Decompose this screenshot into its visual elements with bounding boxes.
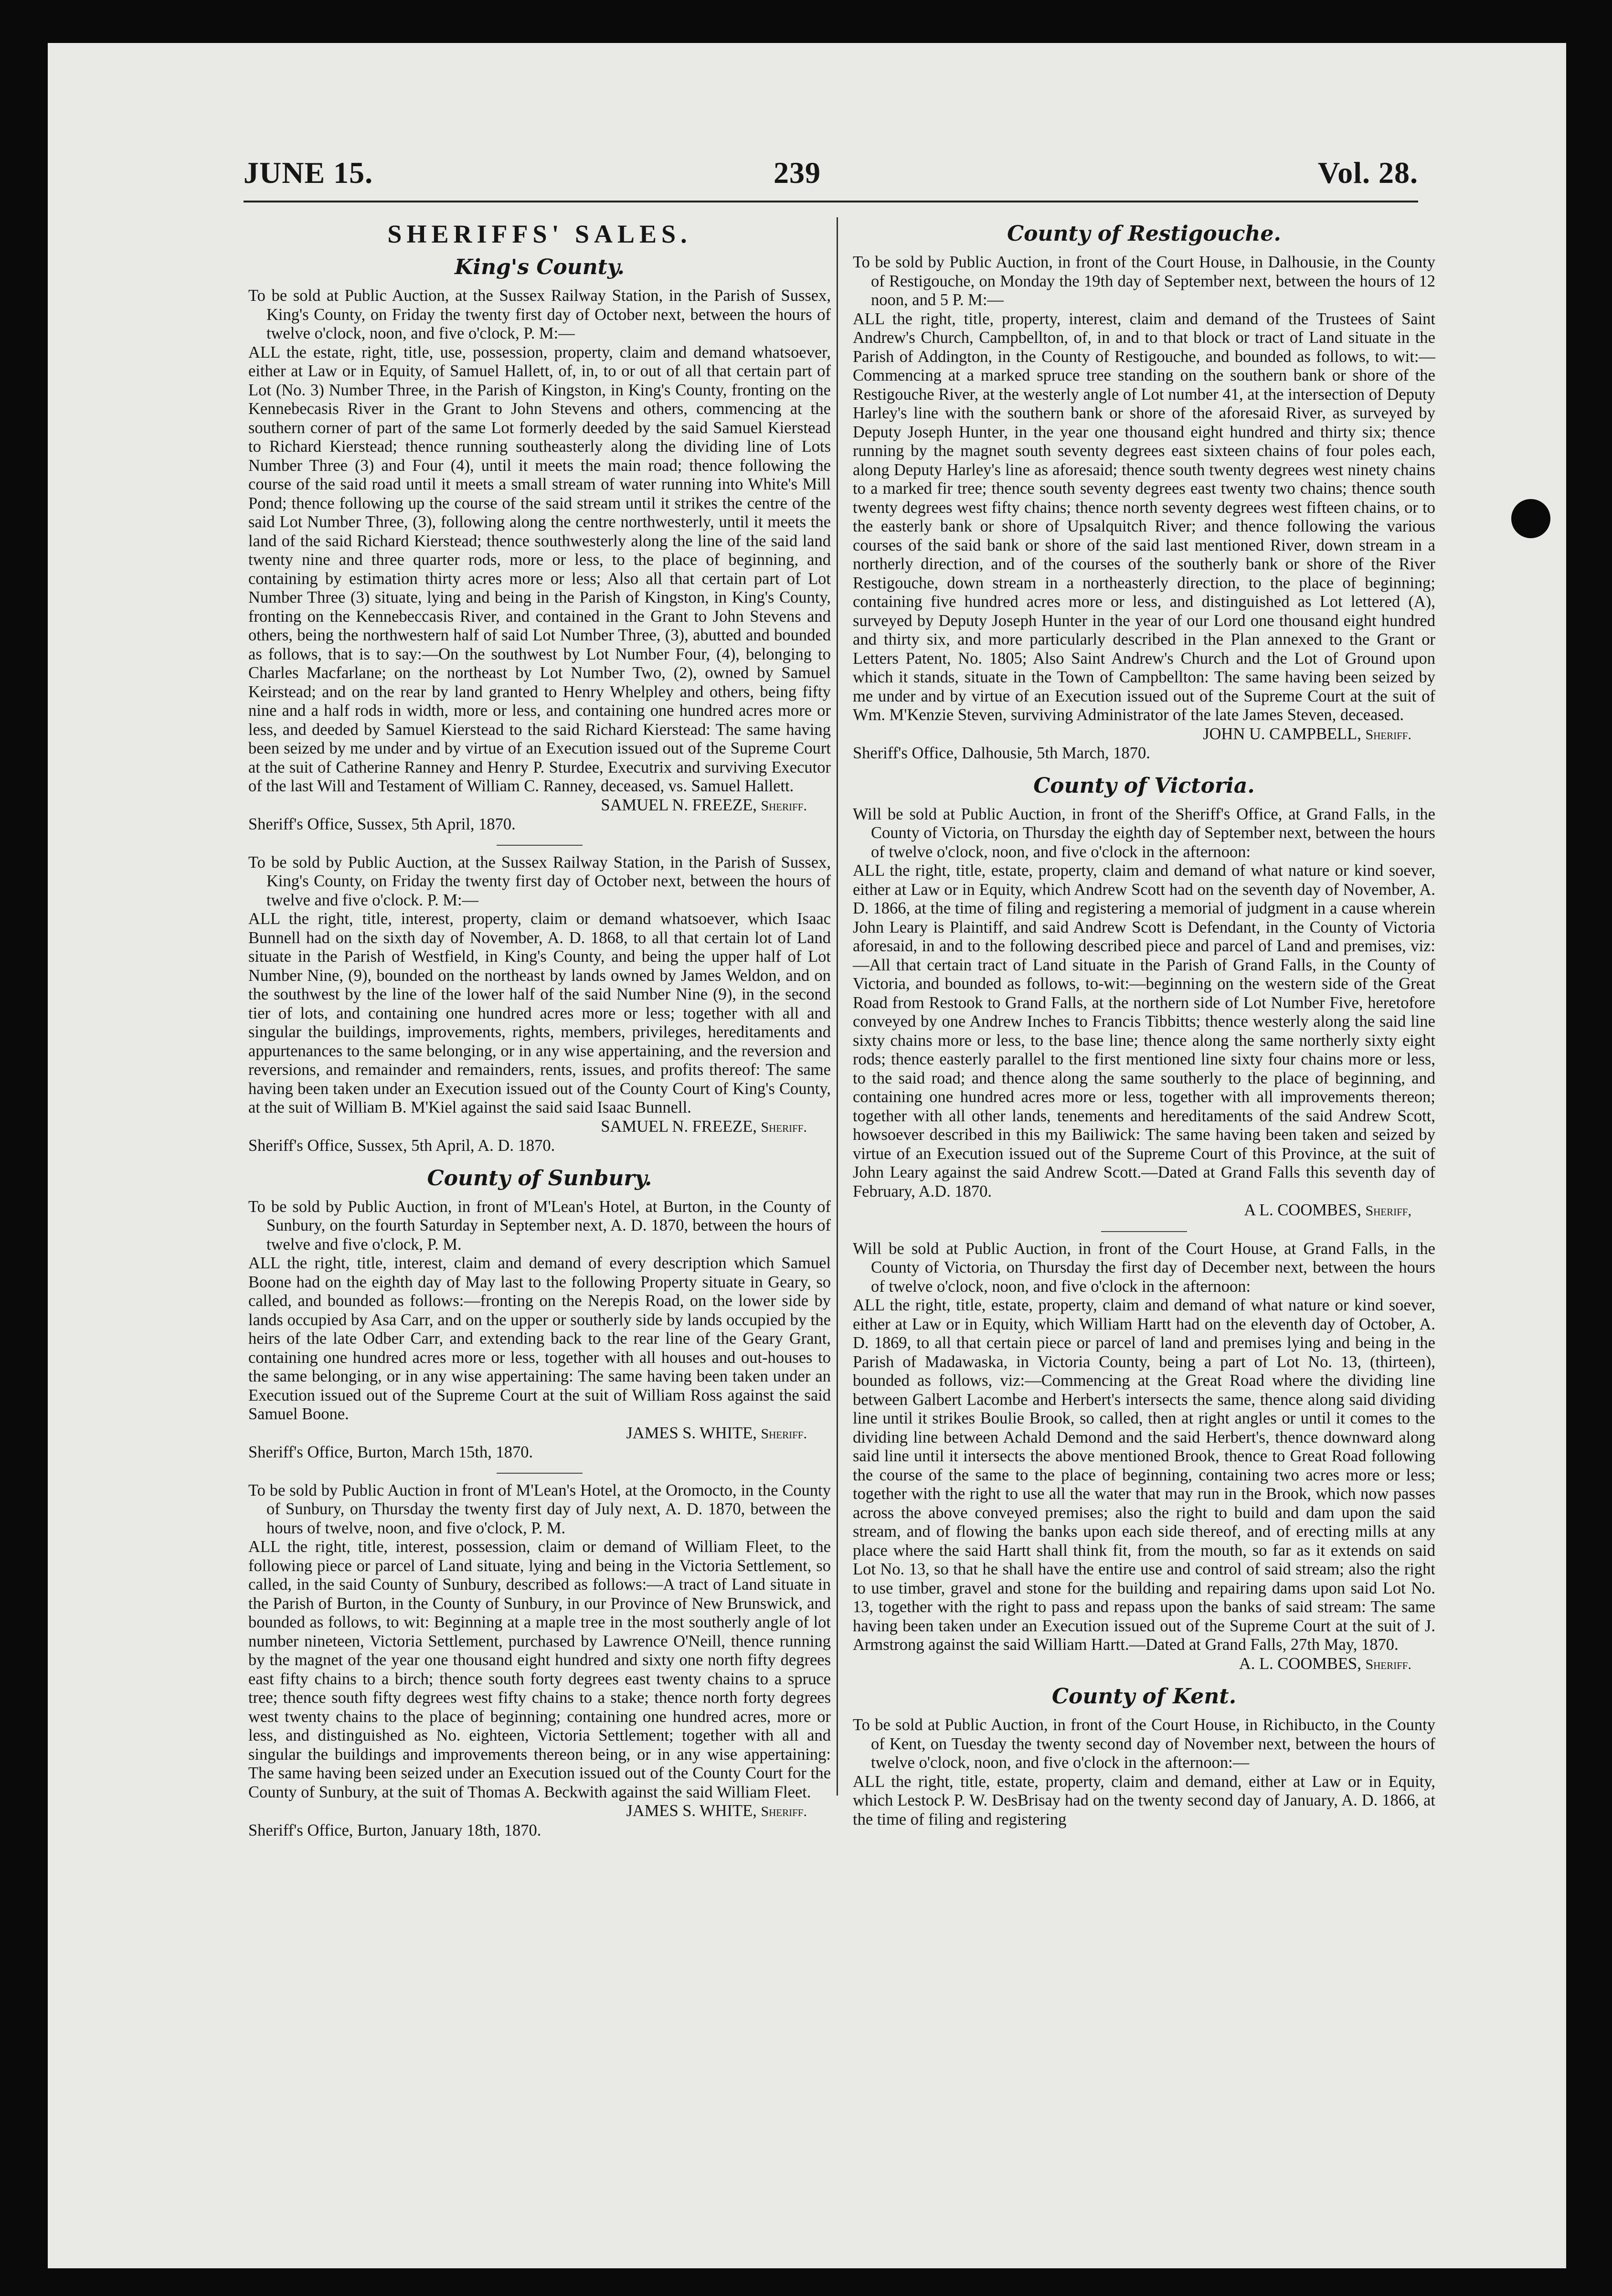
page-number: 239 xyxy=(774,156,821,190)
sale-notice xyxy=(853,253,1435,763)
notice-body: ALL the right, title, property, interest, claim and demand of the Trustees of Saint Andrew's Church, Campbellton, of, in and to that block or tract of Land situate in the Parish of Addington, in the County of Restigouche, and bounded as follows, to wit:—Commencing at a marked spruce tree standing on the southern bank or shore of the Restigouche River, at the westerly angle of Lot number 41, at the intersection of Deputy Harley's line with the southern bank or shore of the aforesaid River, as surveyed by Deputy Joseph Hunter, in the year one thousand eight hundred and thirty six; thence running by the magnet south seventy degrees east sixteen chains of four poles each, along Deputy Harley's line as aforesaid; thence south twenty degrees west ninety chains to a marked fir tree; thence south seventy degrees east twenty two chains; thence south twenty degrees west fifty chains; thence north seventy degrees west fifteen chains, or to the easterly bank or shore of Upsalquitch River; and thence following the various courses of the said bank or shore of the said last mentioned River, down stream in a northerly direction, and of the courses of the southerly bank or shore of the River Restigouche, down stream in a northeasterly direction, to the place of beginning; containing five hundred acres more or less, and distinguished as Lot lettered (A), surveyed by Deputy Joseph Hunter in the year of our Lord one thousand eight hundred and thirty six, and more particularly described in the Plan annexed to the Grant or Letters Patent, No. 1805; Also Saint Andrew's Church and the Lot of Ground upon which it stands, situate in the Town of Campbellton: The same having been seized by me under and by virtue of an Execution issued out of the Supreme Court at the suit of Wm. M'Kenzie Steven, surviving Administrator of the late James Steven, deceased. xyxy=(853,309,1435,724)
sheriff-name: JAMES S. WHITE, xyxy=(626,1802,757,1820)
sheriff-title: Sheriff. xyxy=(1365,1656,1411,1672)
sheriff-title: Sheriff, xyxy=(1365,1203,1411,1219)
county-heading: King's County. xyxy=(455,255,625,279)
notice-intro: To be sold by Public Auction, at the Sussex Railway Station, in the Parish of Sussex, King's County, on Friday the twenty first day of October next, between the hours of twelve and five o'clock. P. M:— xyxy=(248,853,831,909)
sheriff-office-date: Sheriff's Office, Dalhousie, 5th March, 1870. xyxy=(853,744,1150,762)
sheriff-signature xyxy=(248,1117,831,1137)
sheriff-signature xyxy=(853,725,1435,744)
sheriff-office-date: Sheriff's Office, Burton, March 15th, 1870. xyxy=(248,1443,533,1461)
sheriff-office-date: Sheriff's Office, Sussex, 5th April, 1870. xyxy=(248,815,516,833)
notice-intro: To be sold at Public Auction, at the Sussex Railway Station, in the Parish of Sussex, King's County, on Friday the twenty first day of October next, between the hours of twelve o'clock, noon, and five o'clock, P. M:— xyxy=(248,287,831,342)
sheriff-title: Sheriff. xyxy=(761,1804,807,1819)
county-heading: County of Sunbury. xyxy=(427,1166,652,1191)
county-heading: County of Victoria. xyxy=(1033,773,1255,798)
sheriff-title: Sheriff. xyxy=(761,797,807,814)
notice-body: ALL the right, title, estate, property, claim and demand, either at Law or in Equity, which Lestock P. W. DesBrisay had on the twenty second day of January, A. D. 1866, at the time of filing and registering xyxy=(853,1772,1435,1828)
sheriff-signature xyxy=(853,1655,1435,1674)
sale-notice xyxy=(853,1716,1435,1829)
notice-body: ALL the right, title, estate, property, claim and demand of what nature or kind soever, either at Law or in Equity, which William Hartt had on the eleventh day of October, A. D. 1869, to all that certain piece or parcel of land and premises lying and being in the Parish of Madawaska, in Victoria County, being a part of Lot No. 13, (thirteen), bounded as follows, viz:—Commencing at the Great Road where the dividing line between Galbert Lacombe and Herbert's intersects the same, thence along said dividing line until it strikes Boulie Brook, so called, then at right angles or until it comes to the dividing line between Achald Demond and the said Herbert's, thence downward along said line until it intersects the above mentioned Brook, thence to Great Road following the course of the same to the place of beginning, containing two acres more or less; together with the right to use all the water that may run in the Brook, which now passes across the above conveyed premises; also the right to build and dam upon the said stream, and of flowing the banks upon each side thereof, and of erecting mills at any place where the said Hartt shall think fit, from the mouth, so far as it extends on said Lot No. 13, so that he shall have the entire use and control of said stream; also the right to use timber, gravel and stone for the building and repairing dams upon said Lot No. 13, together with the right to pass and repass upon the banks of said stream: The same having been taken under an Execution issued out of the Supreme Court at the suit of J. Armstrong against the said William Hartt.—Dated at Grand Falls, 27th May, 1870. xyxy=(853,1296,1435,1654)
notice-body: ALL the right, title, estate, property, claim and demand of what nature or kind soever, either at Law or in Equity, which Andrew Scott had on the seventh day of November, A. D. 1866, at the time of filing and registering a memorial of judgment in a cause wherein John Leary is Plaintiff, and said Andrew Scott is Defendant, in the County of Victoria aforesaid, in and to the following described piece and parcel of Land and premises, viz:—All that certain tract of Land situate in the Parish of Grand Falls, in the County of Victoria, and bounded as follows, to-wit:—beginning on the western side of the Great Road from Restook to Grand Falls, at the northern side of Lot Number Five, heretofore conveyed by one Andrew Inches to Francis Tibbitts; thence westerly along the said line sixty chains more or less, to the base line; thence along the same northerly sixty eight rods; thence easterly parallel to the first mentioned line sixty four chains more or less, to the said road; and thence along the same southerly to the place of beginning, and containing one hundred acres more or less, together with all improvements thereon; together with all other lands, tenements and hereditaments of the said Andrew Scott, howsoever described in this my Bailiwick: The same having been taken and seized by virtue of an Execution issued out of the Supreme Court of this Province, at the suit of John Leary against the said Andrew Scott.—Dated at Grand Falls this seventh day of February, A.D. 1870. xyxy=(853,861,1435,1201)
notice-body: ALL the estate, right, title, use, possession, property, claim and demand whatsoever, either at Law or in Equity, of Samuel Hallett, of, in, to or out of all that certain part of Lot (No. 3) Number Three, in the Parish of Kingston, in King's County, fronting on the Kennebecasis River in the Grant to John Stevens and others, commencing at the southern corner of part of the same Lot formerly deeded by the said Samuel Kierstead to Richard Kierstead; thence running southeasterly along the dividing line of Lots Number Three (3) and Four (4), until it meets the main road; thence following the course of the said road until it meets a small stream of water running into White's Mill Pond; thence following up the course of the said stream until it strikes the centre of the said Lot Number Three, (3), following along the centre northwesterly, until it meets the land of the said Richard Kierstead; thence southwesterly along the line of the said land twenty nine and three quarter rods, more or less, to the place of beginning, and containing by estimation thirty acres more or less; Also all that certain part of Lot Number Three (3) situate, lying and being in the Parish of Kingston, in King's County, fronting on the Kennebeccasis River, and contained in the Grant to John Stevens and others, being the northwestern half of said Lot Number Three, (3), abutted and bounded as follows, that is to say:—On the southwest by Lot Number Four, (4), belonging to Charles Macfarlane; on the northeast by Lot Number Two, (2), owned by Samuel Keirstead; and on the rear by land granted to Henry Whelpley and others, being fifty nine and a half rods in width, more or less, and containing one hundred acres more or less, and deeded by Samuel Kierstead to the said Richard Kierstead: The same having been seized by me under and by virtue of an Execution issued out of the Supreme Court at the suit of Catherine Ranney and Henry P. Sturdee, Executrix and surviving Executor of the last Will and Testament of William C. Ranney, deceased, vs. Samuel Hallett. xyxy=(248,343,831,795)
notice-body: ALL the right, title, interest, claim and demand of every description which Samuel Boone had on the eighth day of May last to the following Property situate in Geary, so called, and bounded as follows:—fronting on the Nerepis Road, on the lower side by lands occupied by Asa Carr, and on the upper or southerly side by lands occupied by the heirs of the late Odber Carr, and extending back to the rear line of the Geary Grant, containing one hundred acres more or less, together with all houses and out-houses to the same belonging, or in any wise appertaining: The same having been taken under an Execution issued out of the Supreme Court at the suit of William Ross against the said Samuel Boone. xyxy=(248,1254,831,1423)
sheriff-office-date: Sheriff's Office, Sussex, 5th April, A. D. 1870. xyxy=(248,1137,555,1155)
page-title: SHERIFFS' SALES. xyxy=(387,220,692,248)
issue-date: JUNE 15. xyxy=(244,156,373,190)
sheriff-signature xyxy=(248,1424,831,1444)
sale-notice xyxy=(248,1481,831,1840)
sale-notice xyxy=(248,853,831,1156)
sheriff-title: Sheriff. xyxy=(1365,726,1411,743)
punch-hole xyxy=(1511,499,1550,538)
notice-intro: Will be sold at Public Auction, in front of the Court House, at Grand Falls, in the County of Victoria, on Thursday the first day of December next, between the hours of twelve o'clock, noon, and five o'clock in the afternoon: xyxy=(853,1239,1435,1296)
notice-divider xyxy=(497,1473,583,1474)
notice-body: ALL the right, title, interest, possession, claim or demand of William Fleet, to the following piece or parcel of Land situate, lying and being in the Victoria Settlement, so called, in the said County of Sunbury, described as follows:—A tract of Land situate in the Parish of Burton, in the County of Sunbury, in our Province of New Brunswick, and bounded as follows, to wit: Beginning at a maple tree in the most southerly angle of lot number nineteen, Victoria Settlement, purchased by Lawrence O'Neill, thence running by the magnet of the year one thousand eight hundred and sixty one north fifty degrees east fifty chains to a birch; thence south forty degrees east twenty chains to a spruce tree; thence south fifty degrees west fifty chains to a stake; thence north forty degrees west twenty chains to the place of beginning; containing one hundred acres, more or less, and distinguished as No. eighteen, Victoria Settlement; together with all and singular the buildings and improvements thereon being, or in any wise appertaining: The same having been seized under an Execution issued out of the County Court for the County of Sunbury, at the suit of Thomas A. Beckwith against the said William Fleet. xyxy=(248,1538,831,1801)
sale-notice xyxy=(248,1198,831,1462)
sale-notice xyxy=(248,287,831,834)
sheriff-name: SAMUEL N. FREEZE, xyxy=(601,1117,757,1136)
notice-intro: To be sold at Public Auction, in front of the Court House, in Richibucto, in the County of Kent, on Tuesday the twenty second day of November next, between the hours of twelve o'clock, noon, and five o'clock in the afternoon:— xyxy=(853,1716,1435,1772)
sheriff-signature xyxy=(248,796,831,816)
header-rule xyxy=(244,201,1418,202)
column-divider xyxy=(837,217,838,1796)
sheriff-signature xyxy=(248,1802,831,1821)
sheriff-name: SAMUEL N. FREEZE, xyxy=(601,796,757,814)
right-sections xyxy=(853,222,1435,1829)
sheriff-name: JOHN U. CAMPBELL, xyxy=(1203,724,1361,743)
page-header xyxy=(244,155,1418,193)
county-heading: County of Restigouche. xyxy=(1007,222,1281,246)
notice-intro: To be sold by Public Auction, in front of the Court House, in Dalhousie, in the County of Restigouche, on Monday the 19th day of September next, between the hours of 12 noon, and 5 P. M:— xyxy=(853,253,1435,309)
left-sections xyxy=(248,255,831,1840)
sale-notice xyxy=(853,805,1435,1221)
volume-number: Vol. 28. xyxy=(1317,156,1418,190)
county-heading: County of Kent. xyxy=(1051,1684,1237,1709)
notice-intro: To be sold by Public Auction, in front of M'Lean's Hotel, at Burton, in the County of Sunbury, on the fourth Saturday in September next, A. D. 1870, between the hours of twelve and five o'clock, P. M. xyxy=(248,1197,831,1254)
sheriff-name: A. L. COOMBES, xyxy=(1239,1654,1361,1673)
right-column xyxy=(853,215,1435,1828)
left-column xyxy=(248,215,831,1839)
sheriff-title: Sheriff. xyxy=(761,1119,807,1135)
notice-intro: To be sold by Public Auction in front of M'Lean's Hotel, at the Oromocto, in the County of Sunbury, on Thursday the twenty first day of July next, A. D. 1870, between the hours of twelve, noon, and five o'clock, P. M. xyxy=(248,1481,831,1537)
sheriff-office-date: Sheriff's Office, Burton, January 18th, 1870. xyxy=(248,1821,541,1839)
sheriff-name: JAMES S. WHITE, xyxy=(626,1424,757,1442)
notice-intro: Will be sold at Public Auction, in front of the Sheriff's Office, at Grand Falls, in the County of Victoria, on Thursday the eighth day of September next, between the hours of twelve o'clock, noon, and five o'clock in the afternoon: xyxy=(853,805,1435,861)
sheriff-signature xyxy=(853,1201,1435,1221)
sheriff-name: A L. COOMBES, xyxy=(1244,1201,1361,1219)
notice-divider xyxy=(1101,1231,1187,1232)
sheriff-title: Sheriff. xyxy=(761,1425,807,1442)
notice-body: ALL the right, title, interest, property, claim or demand whatsoever, which Isaac Bunnell had on the sixth day of November, A. D. 1868, to all that certain lot of Land situate in the Parish of Westfield, in King's County, and being the upper half of Lot Number Nine, (9), bounded on the northeast by lands owned by James Weldon, and on the southwest by the line of the lower half of the said Number Nine (9), in the second tier of lots, and containing one hundred acres more or less; together with all and singular the buildings, improvements, rights, members, privileges, hereditaments and appurtenances to the same belonging, or in any wise appertaining, and the reversion and reversions, and remainder and remainders, rents, issues, and profits thereof: The same having been taken under an Execution issued out of the County Court of King's County, at the suit of William B. M'Kiel against the said said Isaac Bunnell. xyxy=(248,910,831,1116)
notice-divider xyxy=(497,845,583,846)
sale-notice xyxy=(853,1240,1435,1674)
